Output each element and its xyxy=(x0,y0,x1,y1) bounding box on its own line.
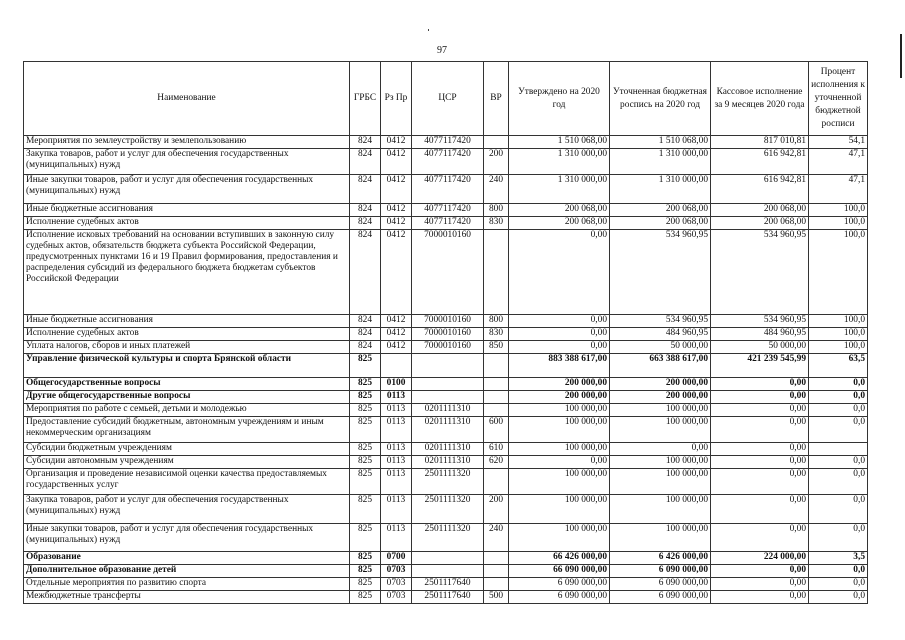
cell-grbs: 825 xyxy=(350,524,381,552)
table-header xyxy=(24,62,868,136)
cell-percent: 0,0 xyxy=(809,378,868,391)
cell-refined: 100 000,00 xyxy=(610,524,711,552)
cell-cash: 616 942,81 xyxy=(711,175,809,204)
cell-name: Управление физической культуры и спорта Брянской области xyxy=(24,354,350,378)
cell-vr xyxy=(484,578,509,591)
cell-approved: 6 090 000,00 xyxy=(509,578,610,591)
cell-refined: 200 000,00 xyxy=(610,391,711,404)
cell-refined: 484 960,95 xyxy=(610,328,711,341)
cell-refined: 0,00 xyxy=(610,443,711,456)
cell-cash: 200 068,00 xyxy=(711,204,809,217)
table-row xyxy=(24,456,868,469)
table-row xyxy=(24,149,868,175)
cell-csr: 0201111310 xyxy=(412,404,484,417)
cell-csr xyxy=(412,565,484,578)
cell-rzpr: 0113 xyxy=(381,456,412,469)
cell-refined: 50 000,00 xyxy=(610,341,711,354)
cell-approved: 100 000,00 xyxy=(509,417,610,443)
cell-rzpr: 0113 xyxy=(381,524,412,552)
cell-csr: 7000010160 xyxy=(412,328,484,341)
table-row xyxy=(24,565,868,578)
table-row xyxy=(24,391,868,404)
cell-cash: 50 000,00 xyxy=(711,341,809,354)
cell-cash: 421 239 545,99 xyxy=(711,354,809,378)
cell-rzpr: 0412 xyxy=(381,315,412,328)
cell-refined: 6 090 000,00 xyxy=(610,591,711,604)
cell-percent: 0,0 xyxy=(809,495,868,524)
cell-percent: 0,0 xyxy=(809,524,868,552)
cell-name: Мероприятия по землеустройству и землепользованию xyxy=(24,136,350,149)
cell-grbs: 824 xyxy=(350,149,381,175)
cell-percent: 100,0 xyxy=(809,315,868,328)
cell-percent: 47,1 xyxy=(809,175,868,204)
cell-cash: 0,00 xyxy=(711,404,809,417)
scan-mark xyxy=(428,29,429,31)
cell-name: Общегосударственные вопросы xyxy=(24,378,350,391)
cell-rzpr: 0700 xyxy=(381,552,412,565)
cell-vr: 850 xyxy=(484,341,509,354)
cell-grbs: 825 xyxy=(350,443,381,456)
cell-name: Иные закупки товаров, работ и услуг для обеспечения государственных (муниципальных) нужд xyxy=(24,175,350,204)
cell-approved: 66 426 000,00 xyxy=(509,552,610,565)
cell-csr: 0201111310 xyxy=(412,443,484,456)
cell-vr: 610 xyxy=(484,443,509,456)
cell-grbs: 824 xyxy=(350,341,381,354)
cell-approved: 100 000,00 xyxy=(509,495,610,524)
cell-name: Субсидии бюджетным учреждениям xyxy=(24,443,350,456)
table-row xyxy=(24,404,868,417)
cell-grbs: 825 xyxy=(350,391,381,404)
cell-refined: 200 068,00 xyxy=(610,217,711,230)
cell-cash: 817 010,81 xyxy=(711,136,809,149)
cell-vr xyxy=(484,136,509,149)
cell-approved: 200 068,00 xyxy=(509,217,610,230)
cell-vr xyxy=(484,230,509,315)
cell-approved: 1 510 068,00 xyxy=(509,136,610,149)
cell-rzpr xyxy=(381,354,412,378)
cell-vr: 800 xyxy=(484,204,509,217)
cell-vr xyxy=(484,469,509,495)
cell-csr xyxy=(412,552,484,565)
cell-cash: 0,00 xyxy=(711,578,809,591)
cell-rzpr: 0412 xyxy=(381,204,412,217)
cell-refined: 100 000,00 xyxy=(610,495,711,524)
cell-rzpr: 0412 xyxy=(381,175,412,204)
cell-grbs: 825 xyxy=(350,456,381,469)
cell-percent: 0,0 xyxy=(809,404,868,417)
cell-csr: 4077117420 xyxy=(412,149,484,175)
cell-grbs: 825 xyxy=(350,591,381,604)
cell-grbs: 825 xyxy=(350,552,381,565)
cell-percent: 0,0 xyxy=(809,417,868,443)
cell-vr: 830 xyxy=(484,217,509,230)
cell-cash: 0,00 xyxy=(711,443,809,456)
cell-approved: 200 068,00 xyxy=(509,204,610,217)
cell-refined: 1 310 000,00 xyxy=(610,175,711,204)
cell-rzpr: 0412 xyxy=(381,149,412,175)
cell-csr: 4077117420 xyxy=(412,136,484,149)
cell-name: Иные бюджетные ассигнования xyxy=(24,315,350,328)
header-refined: Уточненная бюджетная роспись на 2020 год xyxy=(610,62,711,136)
cell-rzpr: 0113 xyxy=(381,443,412,456)
cell-percent: 100,0 xyxy=(809,328,868,341)
cell-grbs: 825 xyxy=(350,417,381,443)
cell-cash: 0,00 xyxy=(711,565,809,578)
table-row xyxy=(24,354,868,378)
cell-rzpr: 0113 xyxy=(381,404,412,417)
cell-cash: 0,00 xyxy=(711,495,809,524)
cell-approved: 0,00 xyxy=(509,230,610,315)
cell-cash: 484 960,95 xyxy=(711,328,809,341)
cell-csr: 7000010160 xyxy=(412,230,484,315)
cell-csr: 7000010160 xyxy=(412,315,484,328)
cell-name: Образование xyxy=(24,552,350,565)
header-rzpr: Рз Пр xyxy=(381,62,412,136)
cell-csr: 2501111320 xyxy=(412,495,484,524)
table-row xyxy=(24,378,868,391)
cell-rzpr: 0703 xyxy=(381,565,412,578)
cell-vr: 500 xyxy=(484,591,509,604)
cell-name: Исполнение судебных актов xyxy=(24,217,350,230)
cell-grbs: 824 xyxy=(350,328,381,341)
cell-refined: 534 960,95 xyxy=(610,230,711,315)
cell-grbs: 825 xyxy=(350,578,381,591)
cell-percent xyxy=(809,443,868,456)
cell-name: Закупка товаров, работ и услуг для обеспечения государственных (муниципальных) нужд xyxy=(24,495,350,524)
cell-csr xyxy=(412,354,484,378)
cell-approved: 66 090 000,00 xyxy=(509,565,610,578)
cell-csr: 0201111310 xyxy=(412,417,484,443)
cell-approved: 100 000,00 xyxy=(509,469,610,495)
cell-vr: 200 xyxy=(484,495,509,524)
header-csr: ЦСР xyxy=(412,62,484,136)
cell-grbs: 825 xyxy=(350,469,381,495)
cell-refined: 100 000,00 xyxy=(610,417,711,443)
table-row xyxy=(24,591,868,604)
edge-mark xyxy=(900,34,902,78)
cell-approved: 0,00 xyxy=(509,456,610,469)
cell-approved: 100 000,00 xyxy=(509,524,610,552)
header-name: Наименование xyxy=(24,62,350,136)
cell-name: Отдельные мероприятия по развитию спорта xyxy=(24,578,350,591)
cell-cash: 0,00 xyxy=(711,391,809,404)
cell-refined: 1 310 000,00 xyxy=(610,149,711,175)
cell-cash: 0,00 xyxy=(711,417,809,443)
cell-vr: 830 xyxy=(484,328,509,341)
cell-name: Закупка товаров, работ и услуг для обеспечения государственных (муниципальных) нужд xyxy=(24,149,350,175)
cell-percent: 0,0 xyxy=(809,565,868,578)
cell-refined: 200 000,00 xyxy=(610,378,711,391)
cell-grbs: 825 xyxy=(350,565,381,578)
table-row xyxy=(24,524,868,552)
cell-percent: 0,0 xyxy=(809,591,868,604)
cell-approved: 883 388 617,00 xyxy=(509,354,610,378)
cell-approved: 100 000,00 xyxy=(509,404,610,417)
cell-cash: 200 068,00 xyxy=(711,217,809,230)
cell-rzpr: 0703 xyxy=(381,578,412,591)
cell-grbs: 825 xyxy=(350,404,381,417)
table-row xyxy=(24,341,868,354)
table-row xyxy=(24,417,868,443)
cell-csr: 4077117420 xyxy=(412,175,484,204)
cell-refined: 6 426 000,00 xyxy=(610,552,711,565)
cell-percent: 0,0 xyxy=(809,456,868,469)
cell-rzpr: 0113 xyxy=(381,469,412,495)
cell-vr xyxy=(484,552,509,565)
table-row xyxy=(24,443,868,456)
cell-vr xyxy=(484,404,509,417)
cell-cash: 0,00 xyxy=(711,469,809,495)
cell-rzpr: 0412 xyxy=(381,328,412,341)
cell-name: Исполнение судебных актов xyxy=(24,328,350,341)
cell-grbs: 824 xyxy=(350,315,381,328)
cell-cash: 0,00 xyxy=(711,456,809,469)
cell-vr: 800 xyxy=(484,315,509,328)
cell-csr xyxy=(412,378,484,391)
cell-vr: 600 xyxy=(484,417,509,443)
cell-vr xyxy=(484,354,509,378)
table-row xyxy=(24,136,868,149)
cell-percent: 0,0 xyxy=(809,391,868,404)
cell-rzpr: 0412 xyxy=(381,230,412,315)
header-approved: Утверждено на 2020 год xyxy=(509,62,610,136)
cell-rzpr: 0412 xyxy=(381,217,412,230)
table-row xyxy=(24,328,868,341)
cell-name: Уплата налогов, сборов и иных платежей xyxy=(24,341,350,354)
cell-name: Исполнение исковых требований на основании вступивших в законную силу судебных актов, обязательств бюджета субъекта Российской Федерации, предусмотренных пунктами 16 и 19 Правил формирования, предоставления и распределения субсидий из федерального бюджета бюджетам субъектов Российской Федерации xyxy=(24,230,350,315)
cell-percent: 100,0 xyxy=(809,204,868,217)
cell-approved: 1 310 000,00 xyxy=(509,149,610,175)
cell-name: Субсидии автономным учреждениям xyxy=(24,456,350,469)
budget-table xyxy=(23,61,868,604)
cell-refined: 663 388 617,00 xyxy=(610,354,711,378)
cell-approved: 0,00 xyxy=(509,328,610,341)
cell-name: Другие общегосударственные вопросы xyxy=(24,391,350,404)
cell-percent: 47,1 xyxy=(809,149,868,175)
cell-refined: 1 510 068,00 xyxy=(610,136,711,149)
table-row xyxy=(24,204,868,217)
cell-cash: 616 942,81 xyxy=(711,149,809,175)
cell-grbs: 825 xyxy=(350,354,381,378)
cell-approved: 200 000,00 xyxy=(509,378,610,391)
cell-refined: 100 000,00 xyxy=(610,456,711,469)
cell-name: Организация и проведение независимой оценки качества предоставляемых государственных услуг xyxy=(24,469,350,495)
cell-rzpr: 0100 xyxy=(381,378,412,391)
cell-grbs: 825 xyxy=(350,378,381,391)
cell-refined: 100 000,00 xyxy=(610,404,711,417)
cell-csr xyxy=(412,391,484,404)
cell-vr xyxy=(484,391,509,404)
cell-cash: 224 000,00 xyxy=(711,552,809,565)
table-row xyxy=(24,578,868,591)
cell-cash: 534 960,95 xyxy=(711,230,809,315)
cell-cash: 534 960,95 xyxy=(711,315,809,328)
cell-csr: 7000010160 xyxy=(412,341,484,354)
table-row xyxy=(24,315,868,328)
cell-vr xyxy=(484,565,509,578)
cell-vr xyxy=(484,378,509,391)
cell-csr: 2501117640 xyxy=(412,591,484,604)
cell-cash: 0,00 xyxy=(711,378,809,391)
cell-approved: 200 000,00 xyxy=(509,391,610,404)
cell-refined: 6 090 000,00 xyxy=(610,578,711,591)
cell-csr: 2501111320 xyxy=(412,469,484,495)
cell-name: Иные бюджетные ассигнования xyxy=(24,204,350,217)
table-row xyxy=(24,217,868,230)
table-row xyxy=(24,469,868,495)
cell-vr: 620 xyxy=(484,456,509,469)
cell-grbs: 824 xyxy=(350,230,381,315)
cell-rzpr: 0113 xyxy=(381,391,412,404)
cell-rzpr: 0412 xyxy=(381,136,412,149)
cell-refined: 6 090 000,00 xyxy=(610,565,711,578)
cell-grbs: 824 xyxy=(350,204,381,217)
cell-approved: 1 310 000,00 xyxy=(509,175,610,204)
cell-refined: 200 068,00 xyxy=(610,204,711,217)
cell-rzpr: 0412 xyxy=(381,341,412,354)
cell-grbs: 824 xyxy=(350,136,381,149)
cell-csr: 2501117640 xyxy=(412,578,484,591)
table-row xyxy=(24,495,868,524)
cell-rzpr: 0113 xyxy=(381,495,412,524)
cell-vr: 240 xyxy=(484,175,509,204)
header-cash: Кассовое исполнение за 9 месяцев 2020 года xyxy=(711,62,809,136)
cell-grbs: 825 xyxy=(350,495,381,524)
cell-percent: 100,0 xyxy=(809,217,868,230)
cell-cash: 0,00 xyxy=(711,591,809,604)
cell-percent: 54,1 xyxy=(809,136,868,149)
cell-percent: 100,0 xyxy=(809,230,868,315)
table-row xyxy=(24,552,868,565)
header-percent: Процент исполнения к уточненной бюджетной росписи xyxy=(809,62,868,136)
cell-name: Иные закупки товаров, работ и услуг для обеспечения государственных (муниципальных) нужд xyxy=(24,524,350,552)
table-row xyxy=(24,175,868,204)
cell-refined: 100 000,00 xyxy=(610,469,711,495)
header-grbs: ГРБС xyxy=(350,62,381,136)
cell-vr: 240 xyxy=(484,524,509,552)
cell-csr: 0201111310 xyxy=(412,456,484,469)
cell-name: Межбюджетные трансферты xyxy=(24,591,350,604)
cell-csr: 4077117420 xyxy=(412,204,484,217)
cell-refined: 534 960,95 xyxy=(610,315,711,328)
cell-grbs: 824 xyxy=(350,217,381,230)
cell-cash: 0,00 xyxy=(711,524,809,552)
page-number: 97 xyxy=(437,45,447,56)
cell-percent: 3,5 xyxy=(809,552,868,565)
cell-name: Дополнительное образование детей xyxy=(24,565,350,578)
cell-name: Мероприятия по работе с семьей, детьми и молодежью xyxy=(24,404,350,417)
cell-percent: 0,0 xyxy=(809,578,868,591)
cell-vr: 200 xyxy=(484,149,509,175)
cell-csr: 2501111320 xyxy=(412,524,484,552)
cell-approved: 0,00 xyxy=(509,315,610,328)
cell-percent: 63,5 xyxy=(809,354,868,378)
cell-percent: 100,0 xyxy=(809,341,868,354)
cell-rzpr: 0113 xyxy=(381,417,412,443)
cell-name: Предоставление субсидий бюджетным, автономным учреждениям и иным некоммерческим организациям xyxy=(24,417,350,443)
cell-approved: 0,00 xyxy=(509,341,610,354)
cell-percent: 0,0 xyxy=(809,469,868,495)
header-vr: ВР xyxy=(484,62,509,136)
cell-grbs: 824 xyxy=(350,175,381,204)
cell-approved: 6 090 000,00 xyxy=(509,591,610,604)
cell-approved: 100 000,00 xyxy=(509,443,610,456)
table-row xyxy=(24,230,868,315)
cell-csr: 4077117420 xyxy=(412,217,484,230)
cell-rzpr: 0703 xyxy=(381,591,412,604)
